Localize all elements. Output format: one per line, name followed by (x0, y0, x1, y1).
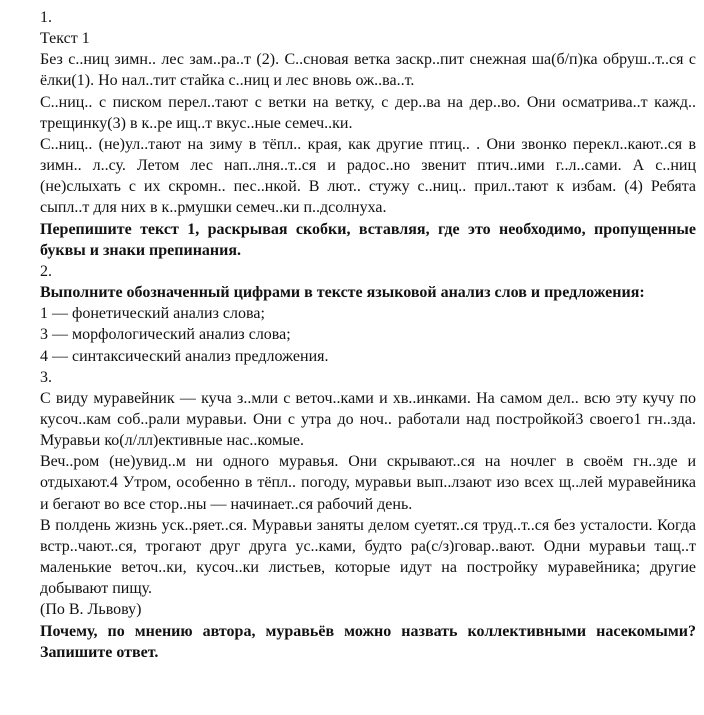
analysis-item-1: 1 — фонетический анализ слова; (40, 305, 265, 323)
task-3-number: 3. (40, 368, 52, 386)
analysis-item-4: 4 — синтаксический анализ предложения. (40, 347, 329, 365)
text-2-paragraph-2: Веч..ром (не)увид..м ни одного муравья. Они скрывают..ся на ночлег в своём гн..зде и отдыхают.4 Утром, особенно в тёпл.. погоду, муравьи вып..лзают изо всех щ..лей муравейника и бегают во все стор..ны — начинает..ся рабочий день. (40, 453, 700, 513)
text-2-paragraph-3: В полдень жизнь уск..ряет..ся. Муравьи заняты делом суетят..ся труд..т..ся без усталости. Когда встр..чают..ся, трогают друг друга ус..ками, будто ра(с/з)говар..вают. Одни муравьи тащ..т маленькие веточ..ки, кусоч..ки листьев, которые идут на постройку муравейника; другие добывают пищу. (40, 516, 700, 598)
task-2-instruction: Выполните обозначенный цифрами в тексте языковой анализ слов и предложения: (40, 284, 645, 302)
task-1-instruction: Перепишите текст 1, раскрывая скобки, вставляя, где это необходимо, пропущенные буквы и знаки препинания. (40, 220, 700, 259)
text-1-paragraph-1: Без с..ниц зимн.. лес зам..ра..т (2). С..сновая ветка заскр..пит снежная ша(б/п)ка обруш..т..ся с ёлки(1). Но нал..тит стайка с..ниц и лес вновь ож..ва..т. (40, 51, 700, 90)
text-1-paragraph-3: С..ниц.. (не)ул..тают на зиму в тёпл.. края, как другие птиц.. . Они звонко перекл..кают..ся в зимн.. л..су. Летом лес нап..лня..т..ся и радос..но звенит птич..ими г..л..сами. А с..ниц (не)слыхать с их скромн.. пес..нкой. В лют.. стужу с..ниц.. прил..тают к избам. (4) Ребята сыпл..т для них в к..рмушки семеч..ки п..дсолнуха. (40, 135, 700, 217)
task-1-number: 1. (40, 9, 52, 26)
text-2-source: (По В. Львову) (40, 601, 142, 619)
text-1-paragraph-2: С..ниц.. с писком перел..тают с ветки на ветку, с дер..ва на дер..во. Они осматрива..т кажд.. трещинку(3) в к..ре ищ..т вкус..ные семеч..ки. (40, 93, 700, 132)
task-2-number: 2. (40, 262, 52, 280)
text-2-paragraph-1: С виду муравейник — куча з..мли с веточ..ками и хв..инками. На самом дел.. всю эту кучу по кусоч..кам соб..рали муравьи. Они с утра до ноч.. работали над постройкой3 своего1 гн..зда. Муравьи ко(л/лл)ективные нас..комые. (40, 389, 700, 450)
analysis-item-3: 3 — морфологический анализ слова; (40, 326, 291, 344)
task-3-question: Почему, по мнению автора, муравьёв можно назвать коллективными насекомыми? Запишите ответ. (40, 622, 700, 661)
text-1-title: Текст 1 (40, 30, 90, 48)
